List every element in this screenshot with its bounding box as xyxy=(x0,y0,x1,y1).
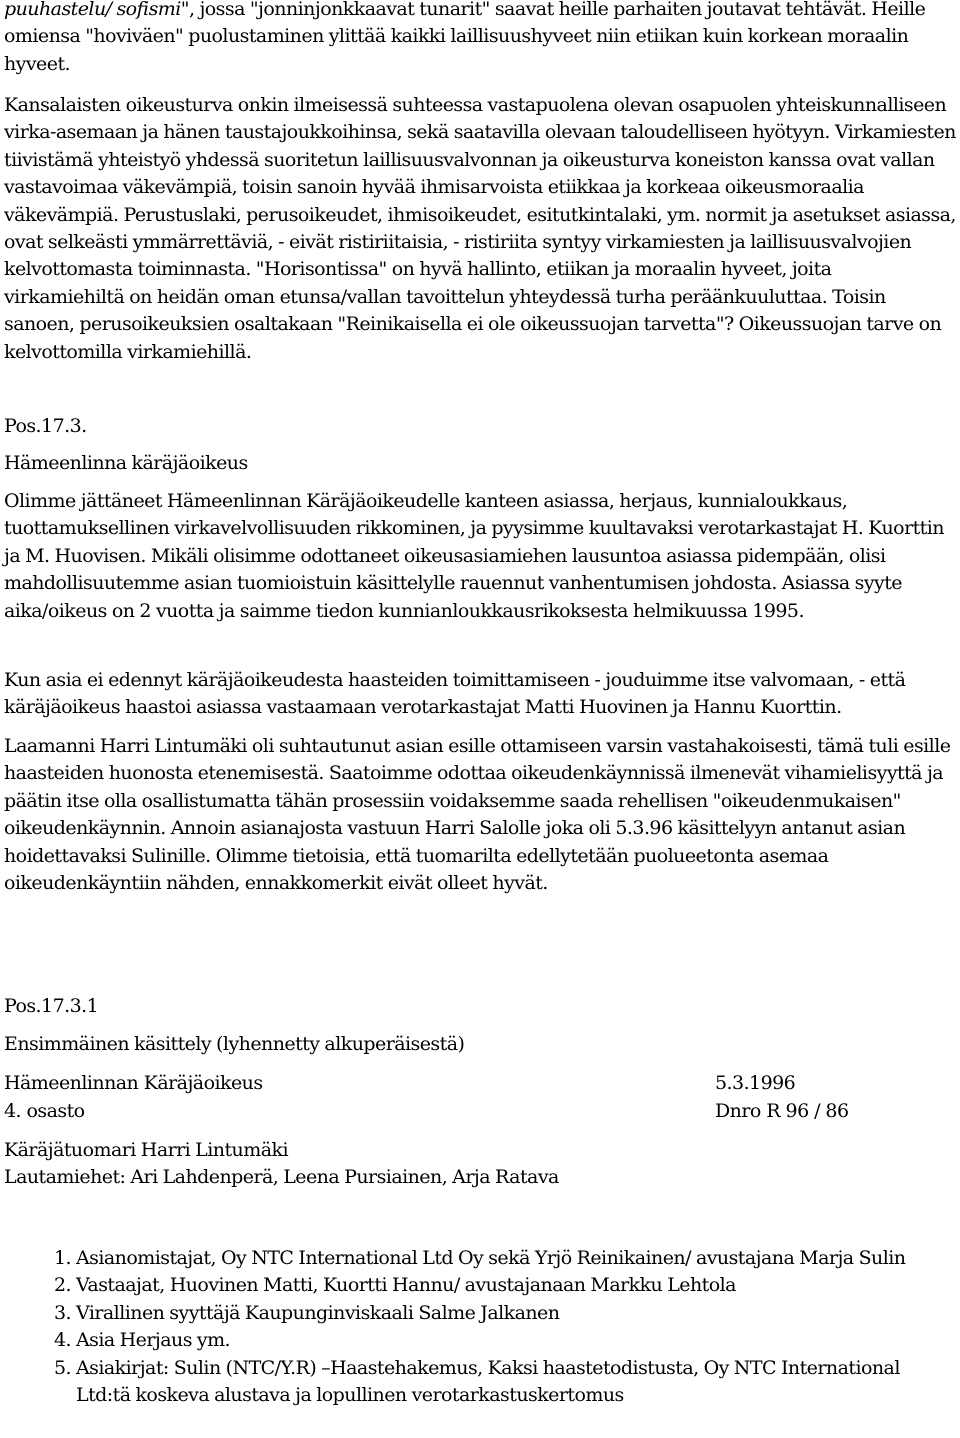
list-item: 5. Asiakirjat: Sulin (NTC/Y.R) –Haastehakemus, Kaksi haastetodistusta, Oy NTC International Ltd:tä koskeva alustava ja lopullinen verotarkastuskertomus xyxy=(76,1355,956,1410)
paragraph-intro xyxy=(4,0,956,78)
case-parties-list xyxy=(4,1245,956,1409)
lay-judges: Lautamiehet: Ari Lahdenperä, Leena Pursiainen, Arja Ratava xyxy=(4,1166,559,1188)
section-number-1: Pos.17.3. xyxy=(4,415,87,437)
paragraph-intro-text: ", jossa "jonninjonkkaavat tunarit" saavat heille parhaiten joutavat tehtävät. Heille omiensa "hoviväen" puolustaminen ylittää kaikki laillisuushyveet niin etiikan kuin korkean moraalin hyveet. xyxy=(4,0,926,75)
italic-phrase: puuhastelu/ sofismi xyxy=(4,0,181,20)
court-name: Hämeenlinnan Käräjäoikeus xyxy=(4,1072,263,1094)
paragraph-haasteet: Kun asia ei edennyt käräjäoikeudesta haasteiden toimittamiseen - jouduimme itse valvomaan, - että käräjäoikeus haastoi asiassa vastaamaan verotarkastajat Matti Huovinen ja Hannu Kuorttin. xyxy=(4,669,906,719)
paragraph-laamanni: Laamanni Harri Lintumäki oli suhtautunut asian esille ottamiseen varsin vastahakoisesti, tämä tuli esille haasteiden huonosta etenemisestä. Saatoimme odottaa oikeudenkäynnissä ilmenevät vihamielisyyttä ja päätin itse olla osallistumatta tähän prosessiin voidaksemme saada rehellisen "oikeudenmukaisen" oikeudenkäynnin. Annoin asianajosta vastuun Harri Salolle joka oli 5.3.96 käsittelyyn antanut asian hoidettavaksi Sulinille. Olimme tietoisia, että tuomarilta edellytetään puolueetonta asemaa oikeudenkäyntiin nähden, ennakkomerkit eivät olleet hyvät. xyxy=(4,735,951,895)
list-item: 4. Asia Herjaus ym. xyxy=(76,1327,956,1354)
department-case-row xyxy=(4,1097,956,1125)
list-item: 3. Virallinen syyttäjä Kaupunginviskaali Salme Jalkanen xyxy=(76,1300,956,1327)
paragraph-oikeusturva: Kansalaisten oikeusturva onkin ilmeisessä suhteessa vastapuolena olevan osapuolen yhteiskunnalliseen virka-asemaan ja hänen taustajoukkoihinsa, sekä saatavilla olevaan taloudelliseen hyötyyn. Virkamiesten tiivistämä yhteistyö yhdessä suoritetun laillisuusvalvonnan ja oikeusturva koneiston kanssa ovat vallan vastavoimaa väkevämpiä, toisin sanoin hyvää ihmisarvoista etiikkaa ja korkeaa oikeusmoraalia väkevämpiä. Perustuslaki, perusoikeudet, ihmisoikeudet, esitutkintalaki, ym. normit ja asetukset asiassa, ovat selkeästi ymmärrettäviä, - eivät ristiriitaisia, - ristiriita syntyy virkamiesten ja laillisuusvalvojien kelvottomasta toiminnasta. "Horisontissa" on hyvä hallinto, etiikan ja moraalin hyveet, joita virkamiehiltä on heidän oman etunsa/vallan tavoittelun yhteydessä turha peräänkuuluttaa. Toisin sanoen, perusoikeuksien osaltakaan "Reinikaisella ei ole oikeussuojan tarvetta"? Oikeussuojan tarve on kelvottomilla virkamiehillä. xyxy=(4,94,956,363)
judge-name: Käräjätuomari Harri Lintumäki xyxy=(4,1139,288,1161)
section-heading-1: Hämeenlinna käräjäoikeus xyxy=(4,452,248,474)
case-number: Dnro R 96 / 86 xyxy=(715,1100,849,1122)
section-number-2: Pos.17.3.1 xyxy=(4,995,99,1017)
department: 4. osasto xyxy=(4,1100,85,1122)
section-heading-2: Ensimmäinen käsittely (lyhennetty alkuperäisestä) xyxy=(4,1033,465,1055)
court-date-row xyxy=(4,1069,956,1097)
list-item: 1. Asianomistajat, Oy NTC International Ltd Oy sekä Yrjö Reinikainen/ avustajana Marja Sulin xyxy=(76,1245,956,1272)
list-item: 2. Vastaajat, Huovinen Matti, Kuortti Hannu/ avustajanaan Markku Lehtola xyxy=(76,1272,956,1299)
hearing-date: 5.3.1996 xyxy=(715,1072,796,1094)
paragraph-kanne: Olimme jättäneet Hämeenlinnan Käräjäoikeudelle kanteen asiassa, herjaus, kunnialoukkaus, tuottamuksellinen virkavelvollisuuden rikkominen, ja pyysimme kuultavaksi verotarkastajat H. Kuorttin ja M. Huovisen. Mikäli olisimme odottaneet oikeusasiamiehen lausuntoa asiassa pidempään, olisi mahdollisuutemme asian tuomioistuin käsittelylle rauennut vanhentumisen johdosta. Asiassa syyte aika/oikeus on 2 vuotta ja saimme tiedon kunnianloukkausrikoksesta helmikuussa 1995. xyxy=(4,490,944,622)
